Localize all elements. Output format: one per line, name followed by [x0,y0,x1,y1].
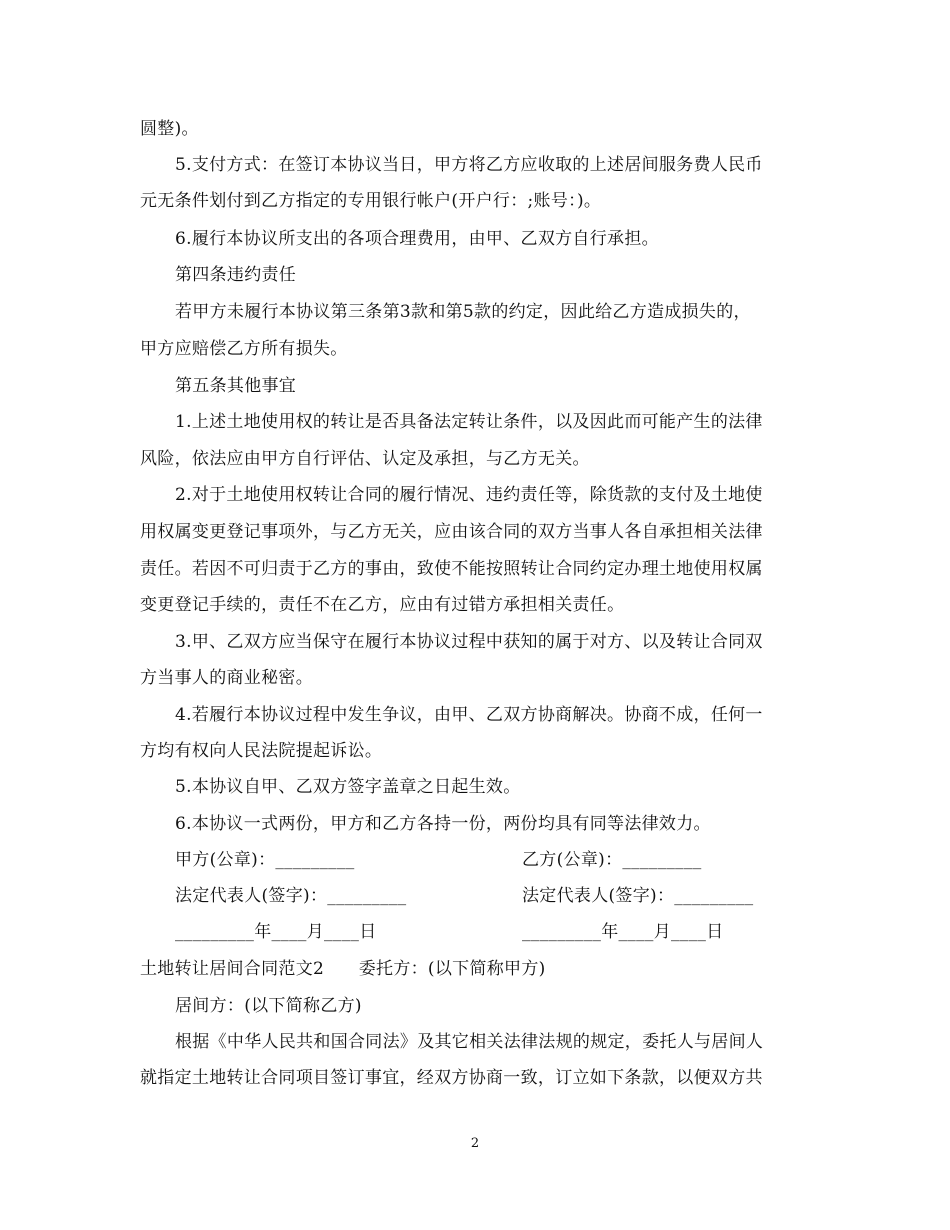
party-a-seal-field: 甲方(公章)：_________ [175,850,355,870]
text-line: 5.支付方式：在签订本协议当日，甲方将乙方应收取的上述居间服务费人民币 [175,155,763,175]
party-b-date-field: _________年____月____日 [522,922,724,942]
text-line: 变更登记手续的，责任不在乙方，应由有过错方承担相关责任。 [140,595,625,615]
text-line: 3.甲、乙双方应当保守在履行本协议过程中获知的属于对方、以及转让合同双 [175,632,763,652]
text-line: 6.履行本协议所支出的各项合理费用，由甲、乙双方自行承担。 [175,229,659,249]
text-line: 6.本协议一式两份，甲方和乙方各持一份，两份均具有同等法律效力。 [175,814,711,834]
text-line: 5.本协议自甲、乙双方签字盖章之日起生效。 [175,777,521,797]
text-line: 责任。若因不可归责于乙方的事由，致使不能按照转让合同约定办理土地使用权属 [140,559,763,579]
party-b-seal-field: 乙方(公章)：_________ [522,850,702,870]
text-line: 甲方应赔偿乙方所有损失。 [140,339,348,359]
text-line: 根据《中华人民共和国合同法》及其它相关法律法规的规定，委托人与居间人 [175,1032,764,1052]
party-a-date-field: _________年____月____日 [175,922,377,942]
page-number: 2 [470,1136,480,1151]
party-a-representative-field: 法定代表人(签字)：_________ [175,886,407,906]
section-heading: 第五条其他事宜 [175,376,297,396]
text-line: 居间方：(以下简称乙方) [175,996,362,1016]
text-line: 若甲方未履行本协议第三条第3款和第5款的约定，因此给乙方造成损失的， [175,302,751,322]
text-line: 圆整)。 [140,119,199,139]
party-b-representative-field: 法定代表人(签字)：_________ [522,886,754,906]
text-line: 4.若履行本协议过程中发生争议，由甲、乙双方协商解决。协商不成，任何一 [175,705,763,725]
text-line: 1.上述土地使用权的转让是否具备法定转让条件，以及因此而可能产生的法律 [175,412,763,432]
text-line: 方当事人的商业秘密。 [140,668,313,688]
text-line: 元无条件划付到乙方指定的专用银行帐户(开户行：;账号：)。 [140,191,602,211]
text-line: 土地转让居间合同范文2 委托方：(以下简称甲方) [140,959,546,979]
text-line: 风险，依法应由甲方自行评估、认定及承担，与乙方无关。 [140,449,590,469]
text-line: 用权属变更登记事项外，与乙方无关，应由该合同的双方当事人各自承担相关法律 [140,522,763,542]
text-line: 方均有权向人民法院提起诉讼。 [140,741,383,761]
text-line: 2.对于土地使用权转让合同的履行情况、违约责任等，除货款的支付及土地使 [175,485,763,505]
text-line: 就指定土地转让合同项目签订事宜，经双方协商一致，订立如下条款，以便双方共 [140,1068,763,1088]
section-heading: 第四条违约责任 [175,265,297,285]
